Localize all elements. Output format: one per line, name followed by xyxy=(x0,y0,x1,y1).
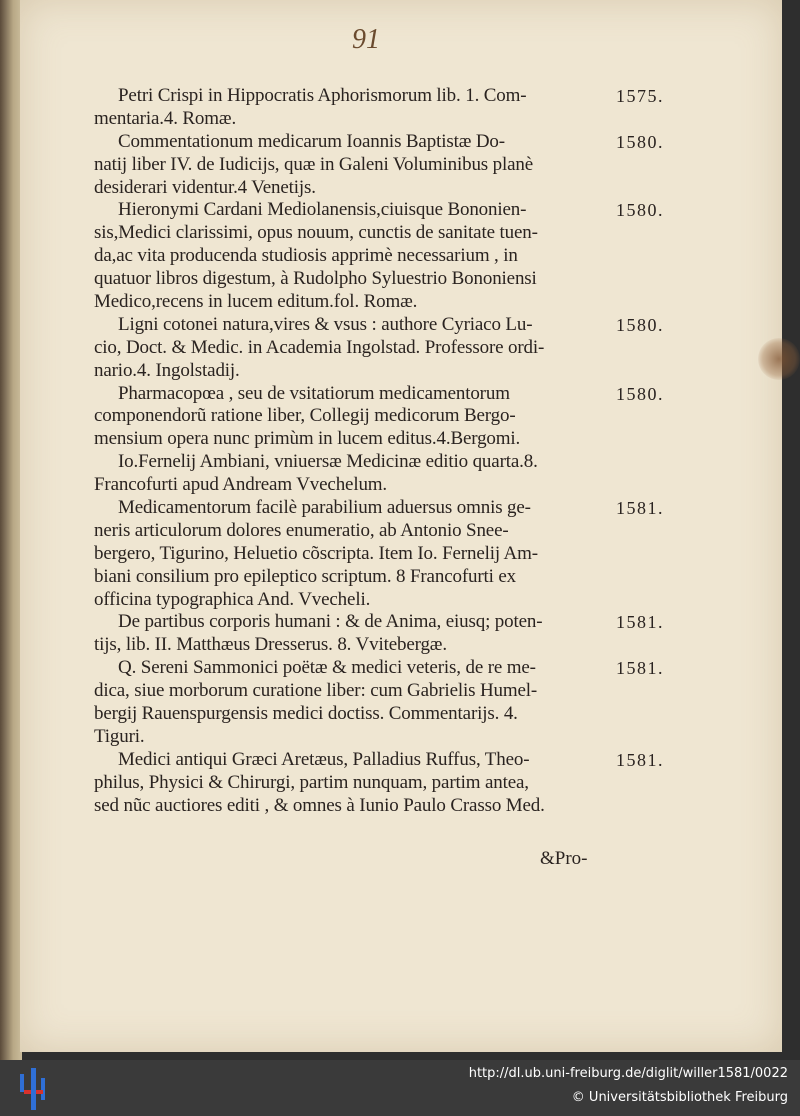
entry-line-text: bergero, Tigurino, Heluetio cõscripta. Item Io. Fernelij Am- xyxy=(94,542,538,564)
entry-line xyxy=(94,360,654,383)
entry-line xyxy=(94,520,654,543)
document-url[interactable]: http://dl.ub.uni-freiburg.de/diglit/willer1581/0022 xyxy=(468,1066,788,1081)
entry-line xyxy=(94,337,654,360)
entry-line-text: dica, siue morborum curatione liber: cum Gabrielis Humel- xyxy=(94,680,538,702)
entry-line-text: Medici antiqui Græci Aretæus, Palladius Ruffus, Theo- xyxy=(118,748,530,770)
entry-line-text: desiderari videntur.4 Venetijs. xyxy=(94,176,316,198)
bibliography-entry xyxy=(94,497,664,611)
entry-line xyxy=(94,748,664,772)
entry-line-text: bergij Rauenspurgensis medici doctiss. Commentarijs. 4. xyxy=(94,703,518,725)
entry-line xyxy=(94,245,654,268)
entry-line-text: Pharmacopœa , seu de vsitatiorum medicamentorum xyxy=(118,382,510,404)
ub-freiburg-logo-icon[interactable] xyxy=(14,1068,54,1110)
entry-line xyxy=(94,497,664,520)
entry-line xyxy=(94,680,654,703)
entry-line xyxy=(94,199,664,222)
entry-line xyxy=(94,222,654,245)
entry-line xyxy=(94,130,664,154)
entry-line-text: Petri Crispi in Hippocratis Aphorismorum lib. 1. Com- xyxy=(118,85,527,106)
bibliography-entry xyxy=(94,382,664,452)
bibliography-entry xyxy=(94,611,664,657)
adjacent-page-edge xyxy=(0,0,22,1060)
entry-line xyxy=(94,428,654,451)
entry-line-text: Hieronymi Cardani Mediolanensis,ciuisque Bononien- xyxy=(118,199,527,221)
entry-line xyxy=(94,451,654,474)
entry-line-text: quatuor libros digestum, à Rudolpho Syluestrio Bononiensi xyxy=(94,268,537,290)
entry-line xyxy=(94,313,664,337)
entry-line-text: nario.4. Ingolstadij. xyxy=(94,359,240,381)
entry-year: 1580. xyxy=(616,314,664,335)
entry-line xyxy=(94,154,654,177)
entry-line xyxy=(94,589,654,612)
entry-line xyxy=(94,405,654,428)
entry-year: 1581. xyxy=(616,612,664,633)
entry-line xyxy=(94,382,664,406)
entry-year: 1581. xyxy=(616,658,664,679)
entry-year: 1580. xyxy=(616,131,664,152)
copyright-notice: © Universitätsbibliothek Freiburg xyxy=(571,1090,788,1105)
entry-line-text: Ligni cotonei natura,vires & vsus : authore Cyriaco Lu- xyxy=(118,313,533,335)
entry-line-text: neris articulorum dolores enumeratio, ab Antonio Snee- xyxy=(94,519,509,541)
bibliography-entry xyxy=(94,130,664,200)
bibliography-entries xyxy=(94,85,664,818)
entry-line-text: biani consilium pro epileptico scriptum. 8 Francofurti ex xyxy=(94,565,517,587)
entry-line-text: Medicamentorum facilè parabilium aduersus omnis ge- xyxy=(118,497,531,519)
entry-line-text: mentaria.4. Romæ. xyxy=(94,107,237,129)
entry-line-text: sed nũc auctiores editi , & omnes à Iunio Paulo Crasso Med. xyxy=(94,794,545,816)
entry-line xyxy=(94,795,654,818)
entry-line-text: Medico,recens in lucem editum.fol. Romæ. xyxy=(94,291,418,313)
entry-line-text: componendorũ ratione liber, Collegij medicorum Bergo- xyxy=(94,405,516,427)
entry-line xyxy=(94,177,654,200)
entry-line-text: Q. Sereni Sammonici poëtæ & medici veteris, de re me- xyxy=(118,657,536,679)
viewer-footer xyxy=(0,1060,800,1116)
entry-line-text: sis,Medici clarissimi, opus nouum, cunctis de sanitate tuen- xyxy=(94,222,538,244)
bibliography-entry xyxy=(94,748,664,818)
entry-line xyxy=(94,268,654,291)
entry-line xyxy=(94,657,664,680)
entry-line-text: natij liber IV. de Iudicijs, quæ in Galeni Voluminibus planè xyxy=(94,153,534,175)
bibliography-entry xyxy=(94,657,664,749)
entry-line xyxy=(94,543,654,566)
entry-year: 1575. xyxy=(616,86,664,106)
entry-line-text: mensium opera nunc primùm in lucem editus.4.Bergomi. xyxy=(94,428,521,450)
entry-line xyxy=(94,726,654,749)
bibliography-entry xyxy=(94,451,654,497)
entry-line-text: officina typographica And. Vvecheli. xyxy=(94,588,371,610)
entry-line-text: cio, Doct. & Medic. in Academia Ingolstad. Professore ordi- xyxy=(94,336,545,358)
entry-line xyxy=(94,634,654,657)
page-folio-number: 91 xyxy=(352,24,380,55)
entry-line xyxy=(94,703,654,726)
entry-line xyxy=(94,772,654,795)
entry-line-text: De partibus corporis humani : & de Anima, eiusq; poten- xyxy=(118,611,543,633)
entry-line-text: Francofurti apud Andream Vvechelum. xyxy=(94,474,388,496)
entry-line xyxy=(94,291,654,314)
paper-stain xyxy=(758,338,800,380)
entry-line-text: Commentationum medicarum Ioannis Baptistæ Do- xyxy=(118,130,505,152)
entry-year: 1581. xyxy=(616,749,664,770)
entry-line-text: da,ac vita producenda studiosis apprimè necessarium , in xyxy=(94,245,518,267)
bibliography-entry xyxy=(94,313,664,383)
entry-line xyxy=(94,566,654,589)
entry-line xyxy=(94,108,654,131)
entry-year: 1581. xyxy=(616,498,664,519)
entry-line-text: Tiguri. xyxy=(94,725,145,747)
entry-line-text: tijs, lib. II. Matthæus Dresserus. 8. Vvitebergæ. xyxy=(94,634,447,656)
bibliography-entry xyxy=(94,85,664,131)
entry-year: 1580. xyxy=(616,200,664,221)
entry-line-text: Io.Fernelij Ambiani, vniuersæ Medicinæ editio quarta.8. xyxy=(118,451,538,473)
entry-line xyxy=(94,611,664,634)
catchword: &Pro- xyxy=(540,848,588,869)
entry-line xyxy=(94,474,654,497)
bibliography-entry xyxy=(94,199,664,313)
entry-line-text: philus, Physici & Chirurgi, partim nunquam, partim antea, xyxy=(94,771,529,793)
entry-year: 1580. xyxy=(616,383,664,404)
entry-line xyxy=(94,85,664,108)
